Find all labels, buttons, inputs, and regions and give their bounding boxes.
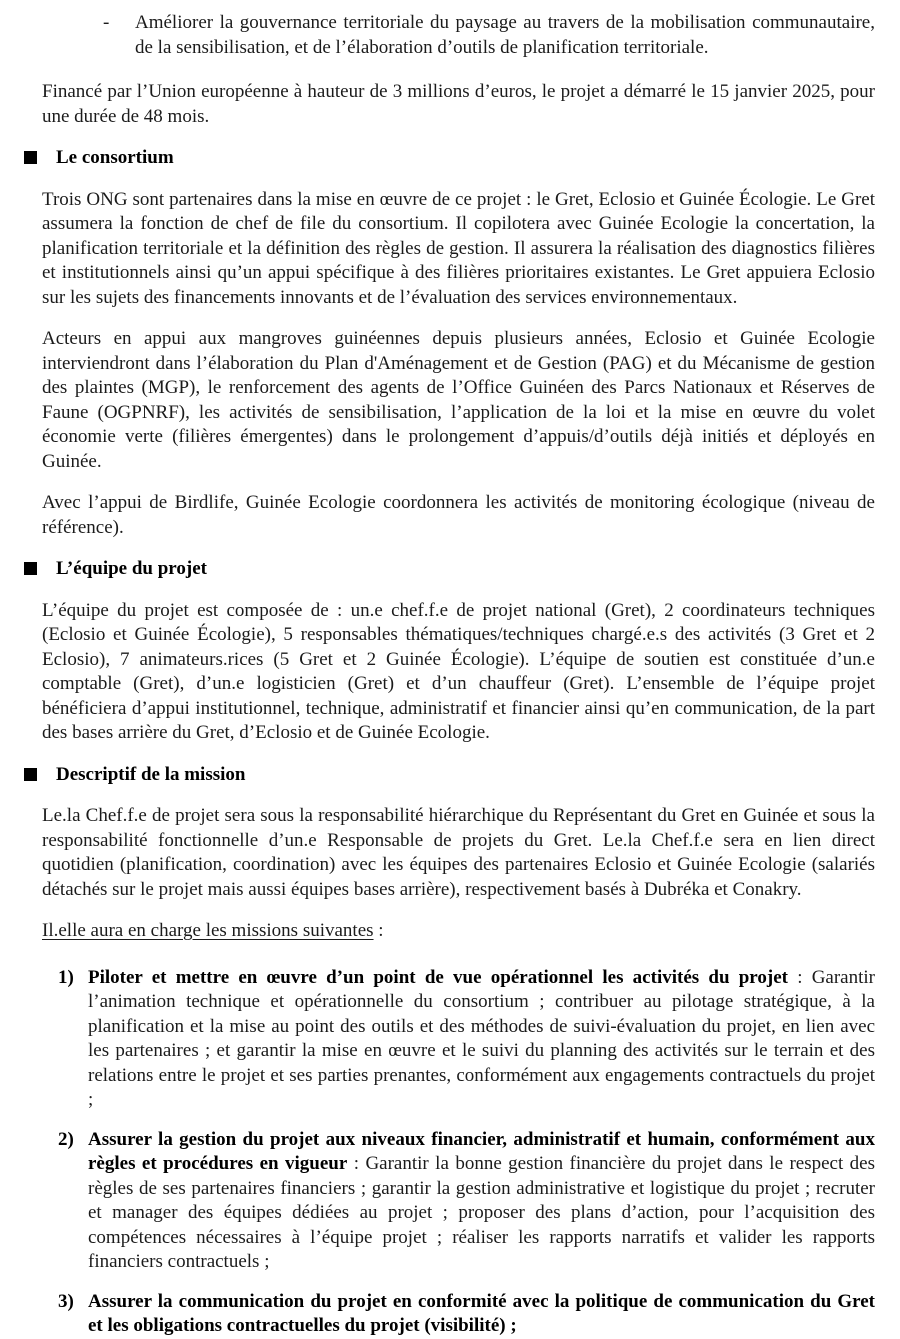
mission-body: : Garantir la bonne gestion financière du projet dans le respect des règles de ses partenaires financiers ; garantir la gestion administrative et logistique du projet ; recruter et manager des équipes dédiées au projet ; proposer des plans d’action, pour l’acquisition des compétences nécessaires à l’équipe projet ; réaliser les rapports narratifs et valider les rapports financiers contractuels ; xyxy=(88,1153,875,1272)
consortium-paragraph-3: Avec l’appui de Birdlife, Guinée Ecologie coordonnera les activités de monitoring écologique (niveau de référence). xyxy=(42,492,875,538)
consortium-paragraph-2: Acteurs en appui aux mangroves guinéennes depuis plusieurs années, Eclosio et Guinée Ecologie interviendront dans l’élaboration du Plan d'Aménagement et de Gestion (PAG) et du Mécanisme de gestion des plaintes (MGP), le renforcement des agents de l’Office Guinéen des Parcs Nationaux et Réserves de Faune (OGPNRF), les activités de sensibilisation, l’application de la loi et la mise en œuvre du volet économie verte (filières émergentes) dans le prolongement d’appuis/d’outils déjà initiés et déployés en Guinée. xyxy=(42,328,875,472)
mission-lead: Piloter et mettre en œuvre d’un point de vue opérationnel les activités du projet xyxy=(88,966,788,988)
mission-number: 2) xyxy=(58,1128,74,1150)
mission-item-2 xyxy=(42,1128,875,1275)
dash-bullet-marker: - xyxy=(103,12,110,33)
section-header-mission xyxy=(24,763,875,788)
square-bullet-icon xyxy=(24,151,37,164)
square-bullet-icon xyxy=(24,768,37,781)
mission-body: : Garantir l’animation technique et opérationnelle du consortium ; contribuer au pilotage stratégique, à la planification et la mise au point des outils et des méthodes de suivi-évaluation du projet, en lien avec les partenaires ; et garantir la mise en œuvre et le suivi du planning des activités sur le terrain et des relations entre le projet et ses parties prenantes, conformément aux engagements contractuels du projet ; xyxy=(88,966,875,1110)
mission-item-3 xyxy=(42,1290,875,1339)
mission-paragraph: Le.la Chef.f.e de projet sera sous la responsabilité hiérarchique du Représentant du Gret en Guinée et sous la responsabilité fonctionnelle d’un.e Responsable de projets du Gret. Le.la Chef.f.e sera en lien direct quotidien (planification, coordination) avec les équipes des partenaires Eclosio et Guinée Ecologie (salariés détachés sur le projet mais aussi équipes bases arrière), respectivement basés à Dubréka et Conakry. xyxy=(42,805,875,900)
section-header-consortium xyxy=(24,146,875,171)
mission-number: 1) xyxy=(58,966,74,988)
top-bullet-text: Améliorer la gouvernance territoriale du paysage au travers de la mobilisation communautaire, de la sensibilisation, et de l’élaboration d’outils de planification territoriale. xyxy=(135,12,875,58)
intro-paragraph: Financé par l’Union européenne à hauteur de 3 millions d’euros, le projet a démarré le 15 janvier 2025, pour une durée de 48 mois. xyxy=(42,81,875,127)
missions-intro-line xyxy=(42,919,875,944)
mission-number: 3) xyxy=(58,1290,74,1312)
mission-lead: Assurer la gestion du projet aux niveaux financier, administratif et humain, conformément aux règles et procédures en vigueur xyxy=(88,1128,875,1174)
section-title: Descriptif de la mission xyxy=(56,763,246,785)
section-title: L’équipe du projet xyxy=(56,558,207,579)
section-title: Le consortium xyxy=(56,147,174,168)
square-bullet-icon xyxy=(24,562,37,575)
mission-lead: Assurer la communication du projet en conformité avec la politique de communication du Gret et les obligations contractuelles du projet (visibilité) ; xyxy=(88,1290,875,1336)
consortium-paragraph-1: Trois ONG sont partenaires dans la mise en œuvre de ce projet : le Gret, Eclosio et Guinée Écologie. Le Gret assumera la fonction de chef de file du consortium. Il copilotera avec Guinée Ecologie la concertation, la planification territoriale et la définition des règles de gestion. Il assurera la réalisation des diagnostics filières et institutionnels ainsi qu’un appui spécifique à des filières prioritaires existantes. Le Gret appuiera Eclosio sur les sujets des financements innovants et de l’évaluation des services environnementaux. xyxy=(42,188,875,308)
missions-intro-underlined: Il.elle aura en charge les missions suivantes xyxy=(42,920,374,941)
section-header-equipe xyxy=(24,557,875,582)
mission-item-1 xyxy=(42,966,875,1113)
top-bullet-item xyxy=(42,11,875,60)
missions-intro-suffix: : xyxy=(373,920,384,941)
equipe-paragraph: L’équipe du projet est composée de : un.e chef.f.e de projet national (Gret), 2 coordinateurs techniques (Eclosio et Guinée Écologie), 5 responsables thématiques/techniques chargé.e.s des activités (3 Gret et 2 Eclosio), 7 animateurs.rices (5 Gret et 2 Guinée Écologie). L’équipe de soutien est constituée d’un.e comptable (Gret), d’un.e logisticien (Gret) et d’un chauffeur (Gret). L’ensemble de l’équipe projet bénéficiera d’appui institutionnel, technique, administratif et financier ainsi qu’en communication, de la part des bases arrière du Gret, d’Eclosio et de Guinée Ecologie. xyxy=(42,599,875,743)
